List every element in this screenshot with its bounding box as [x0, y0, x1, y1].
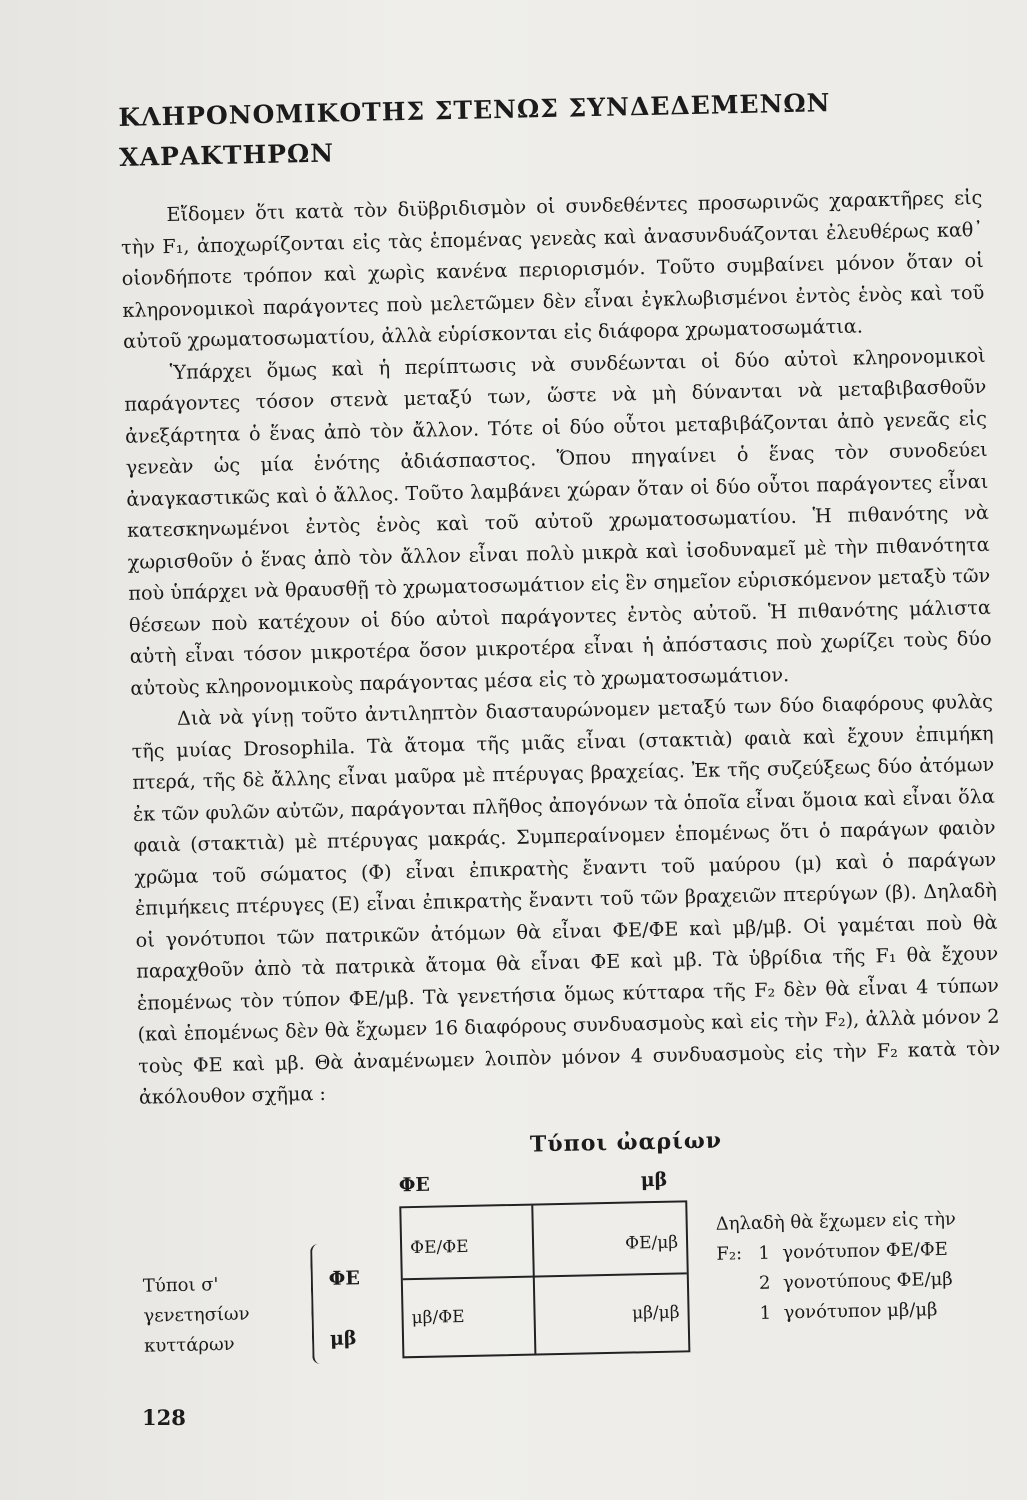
grid-cell: ΦΕ/μβ: [624, 1232, 679, 1254]
column-header-2: μβ: [640, 1168, 668, 1191]
chapter-title: [118, 80, 981, 178]
paragraph-3: Διὰ νὰ γίνῃ τοῦτο ἀντιληπτὸν διασταυρώνομεν μεταξύ των δύο διαφόρους φυλὰς τῆς μυίας Drosophila. Τὰ ἄτομα τῆς μιᾶς εἶναι (στακτιὰ) φαιὰ καὶ ἔχουν ἐπιμήκη πτερά, τῆς δὲ ἄλλης εἶναι μαῦρα μὲ πτέρυγας βραχείας. Ἐκ τῆς συζεύξεως δύο ἀτόμων ἐκ τῶν φυλῶν αὐτῶν, παράγονται πλῆθος ἀπογόνων τὰ ὁποῖα εἶναι ὅμοια καὶ εἶναι ὅλα φαιὰ (στακτιὰ) μὲ πτέρυγας μακράς. Συμπεραίνομεν ἑπομένως ὅτι ὁ παράγων φαιὸν χρῶμα τοῦ σώματος (Φ) εἶναι ἐπικρατὴς ἔναντι τοῦ μαύρου (μ) καὶ ὁ παράγων ἐπιμήκεις πτέρυγες (Ε) εἶναι ἐπικρατὴς ἔναντι τοῦ τῶν βραχειῶν πτερύγων (β). Δηλαδὴ οἱ γονότυποι τῶν πατρικῶν ἀτόμων θὰ εἶναι ΦΕ/ΦΕ καὶ μβ/μβ. Οἱ γαμέται ποὺ θὰ παραχθοῦν ἀπὸ τὰ πατρικὰ ἄτομα θὰ εἶναι ΦΕ καὶ μβ. Τὰ ὑβρίδια τῆς F₁ θὰ ἔχουν ἑπομένως τὸν τύπον ΦΕ/μβ. Τὰ γενετήσια ὅμως κύτταρα τῆς F₂ δὲν θὰ εἶναι 4 τύπων (καὶ ἑπομένως δὲν θὰ ἔχωμεν 16 διαφόρους συνδυασμοὺς καὶ εἰς τὴν F₂), ἀλλὰ μόνον 2 τοὺς ΦΕ καὶ μβ. Θὰ ἀναμένωμεν λοιπὸν μόνον 4 συνδυασμοὺς εἰς τὴν F₂ κατὰ τὸν ἀκόλουθον σχῆμα :: [131, 689, 1001, 1109]
grid-cell: ΦΕ/ΦΕ: [409, 1236, 469, 1258]
paragraph-2: Ὑπάρχει ὅμως καὶ ἡ περίπτωσις νὰ συνδέωνται οἱ δύο αὐτοὶ κληρονομικοὶ παράγοντες τόσον στενὰ μεταξύ των, ὥστε νὰ μὴ δύνανται νὰ μεταβιβασθοῦν ἀνεξάρτητα ὁ ἕνας ἀπὸ τὸν ἄλλον. Τότε οἱ δύο οὗτοι μεταβιβάζονται ἀπὸ γενεᾶς εἰς γενεὰν ὡς μία ἑνότης ἀδιάσπαστος. Ὅπου πηγαίνει ὁ ἕνας τὸν συνοδεύει ἀναγκαστικῶς καὶ ὁ ἄλλος. Τοῦτο λαμβάνει χώραν ὅταν οἱ δύο οὗτοι παράγοντες εἶναι κατεσκηνωμένοι ἐντὸς ἑνὸς καὶ τοῦ αὐτοῦ χρωματοσωματίου. Ἡ πιθανότης νὰ χωρισθοῦν ὁ ἕνας ἀπὸ τὸν ἄλλον εἶναι πολὺ μικρὰ καὶ ἰσοδυναμεῖ μὲ τὴν πιθανότητα ποὺ ὑπάρχει νὰ θραυσθῇ τὸ χρωματοσωμάτιον εἰς ἓν σημεῖον εὑρισκόμενον μεταξὺ τῶν θέσεων ποὺ κατέχουν οἱ δύο αὐτοὶ παράγοντες ἐντὸς αὐτοῦ. Ἡ πιθανότης μάλιστα αὐτὴ εἶναι τόσον μικροτέρα ὅσον μικροτέρα εἶναι ἡ ἀπόστασις ποὺ χωρίζει τοὺς δύο αὐτοὺς κληρονομικοὺς παράγοντας μέσα εἰς τὸ χρωματοσωμάτιον.: [124, 343, 992, 700]
result-count: 1: [758, 1242, 770, 1264]
scheme-side-label: [143, 1268, 295, 1361]
grid-cell: μβ/μβ: [631, 1302, 680, 1323]
grid-vertical-divider: [531, 1205, 536, 1353]
row-header-2: μβ: [329, 1326, 357, 1350]
side-label-line3: κυττάρων: [143, 1333, 235, 1357]
result-text: γονότυπον μβ/μβ: [783, 1298, 938, 1323]
chapter-title-line2: ΧΑΡΑΚΤΗΡΩΝ: [118, 138, 335, 172]
result-row: [717, 1293, 1008, 1329]
chapter-title-line1: ΚΛΗΡΟΝΟΜΙΚΟΤΗΣ ΣΤΕΝΩΣ ΣΥΝΔΕΔΕΜΕΝΩΝ: [118, 88, 831, 132]
result-count: 1: [759, 1302, 772, 1324]
body-text: [120, 182, 1001, 1113]
grid-cell: μβ/ΦΕ: [411, 1306, 465, 1328]
side-label-line1: Τύποι σ': [142, 1273, 219, 1297]
side-label-line2: γενετησίων: [143, 1303, 250, 1327]
punnett-grid: [399, 1200, 690, 1358]
page-content: [118, 80, 1007, 1379]
result-count: 2: [758, 1272, 771, 1294]
scheme-title: Τύποι ὠαρίων: [529, 1127, 723, 1158]
grid-horizontal-divider: [403, 1272, 687, 1280]
left-brace: [310, 1243, 325, 1363]
punnett-scheme: [141, 1161, 1007, 1379]
page-number: 128: [142, 1405, 186, 1430]
paragraph-1: Εἴδομεν ὅτι κατὰ τὸν διϋβριδισμὸν οἱ συνδεθέντες προσωρινῶς χαρακτῆρες εἰς τὴν F₁, ἀποχωρίζονται εἰς τὰς ἑπομένας γενεὰς καὶ ἀνασυνδυάζονται ἐλευθέρως καθ᾿ οἱονδήποτε τρόπον καὶ χωρὶς κανένα περιορισμόν. Τοῦτο συμβαίνει μόνον ὅταν οἱ κληρονομικοὶ παράγοντες ποὺ μελετῶμεν δὲν εἶναι ἐγκλωβισμένοι ἐντὸς ἑνὸς καὶ τοῦ αὐτοῦ χρωματοσωματίου, ἀλλὰ εὑρίσκονται εἰς διάφορα χρωματοσωμάτια.: [120, 185, 985, 353]
row-header-1: ΦΕ: [328, 1266, 361, 1290]
column-header-1: ΦΕ: [398, 1173, 431, 1196]
result-intro: Δηλαδὴ θὰ ἔχωμεν εἰς τὴν: [715, 1208, 957, 1235]
result-summary: [715, 1203, 1007, 1329]
generation-label: F₂:: [716, 1242, 743, 1265]
result-text: γονοτύπους ΦΕ/μβ: [782, 1268, 953, 1293]
result-text: γονότυπον ΦΕ/ΦΕ: [782, 1238, 948, 1263]
